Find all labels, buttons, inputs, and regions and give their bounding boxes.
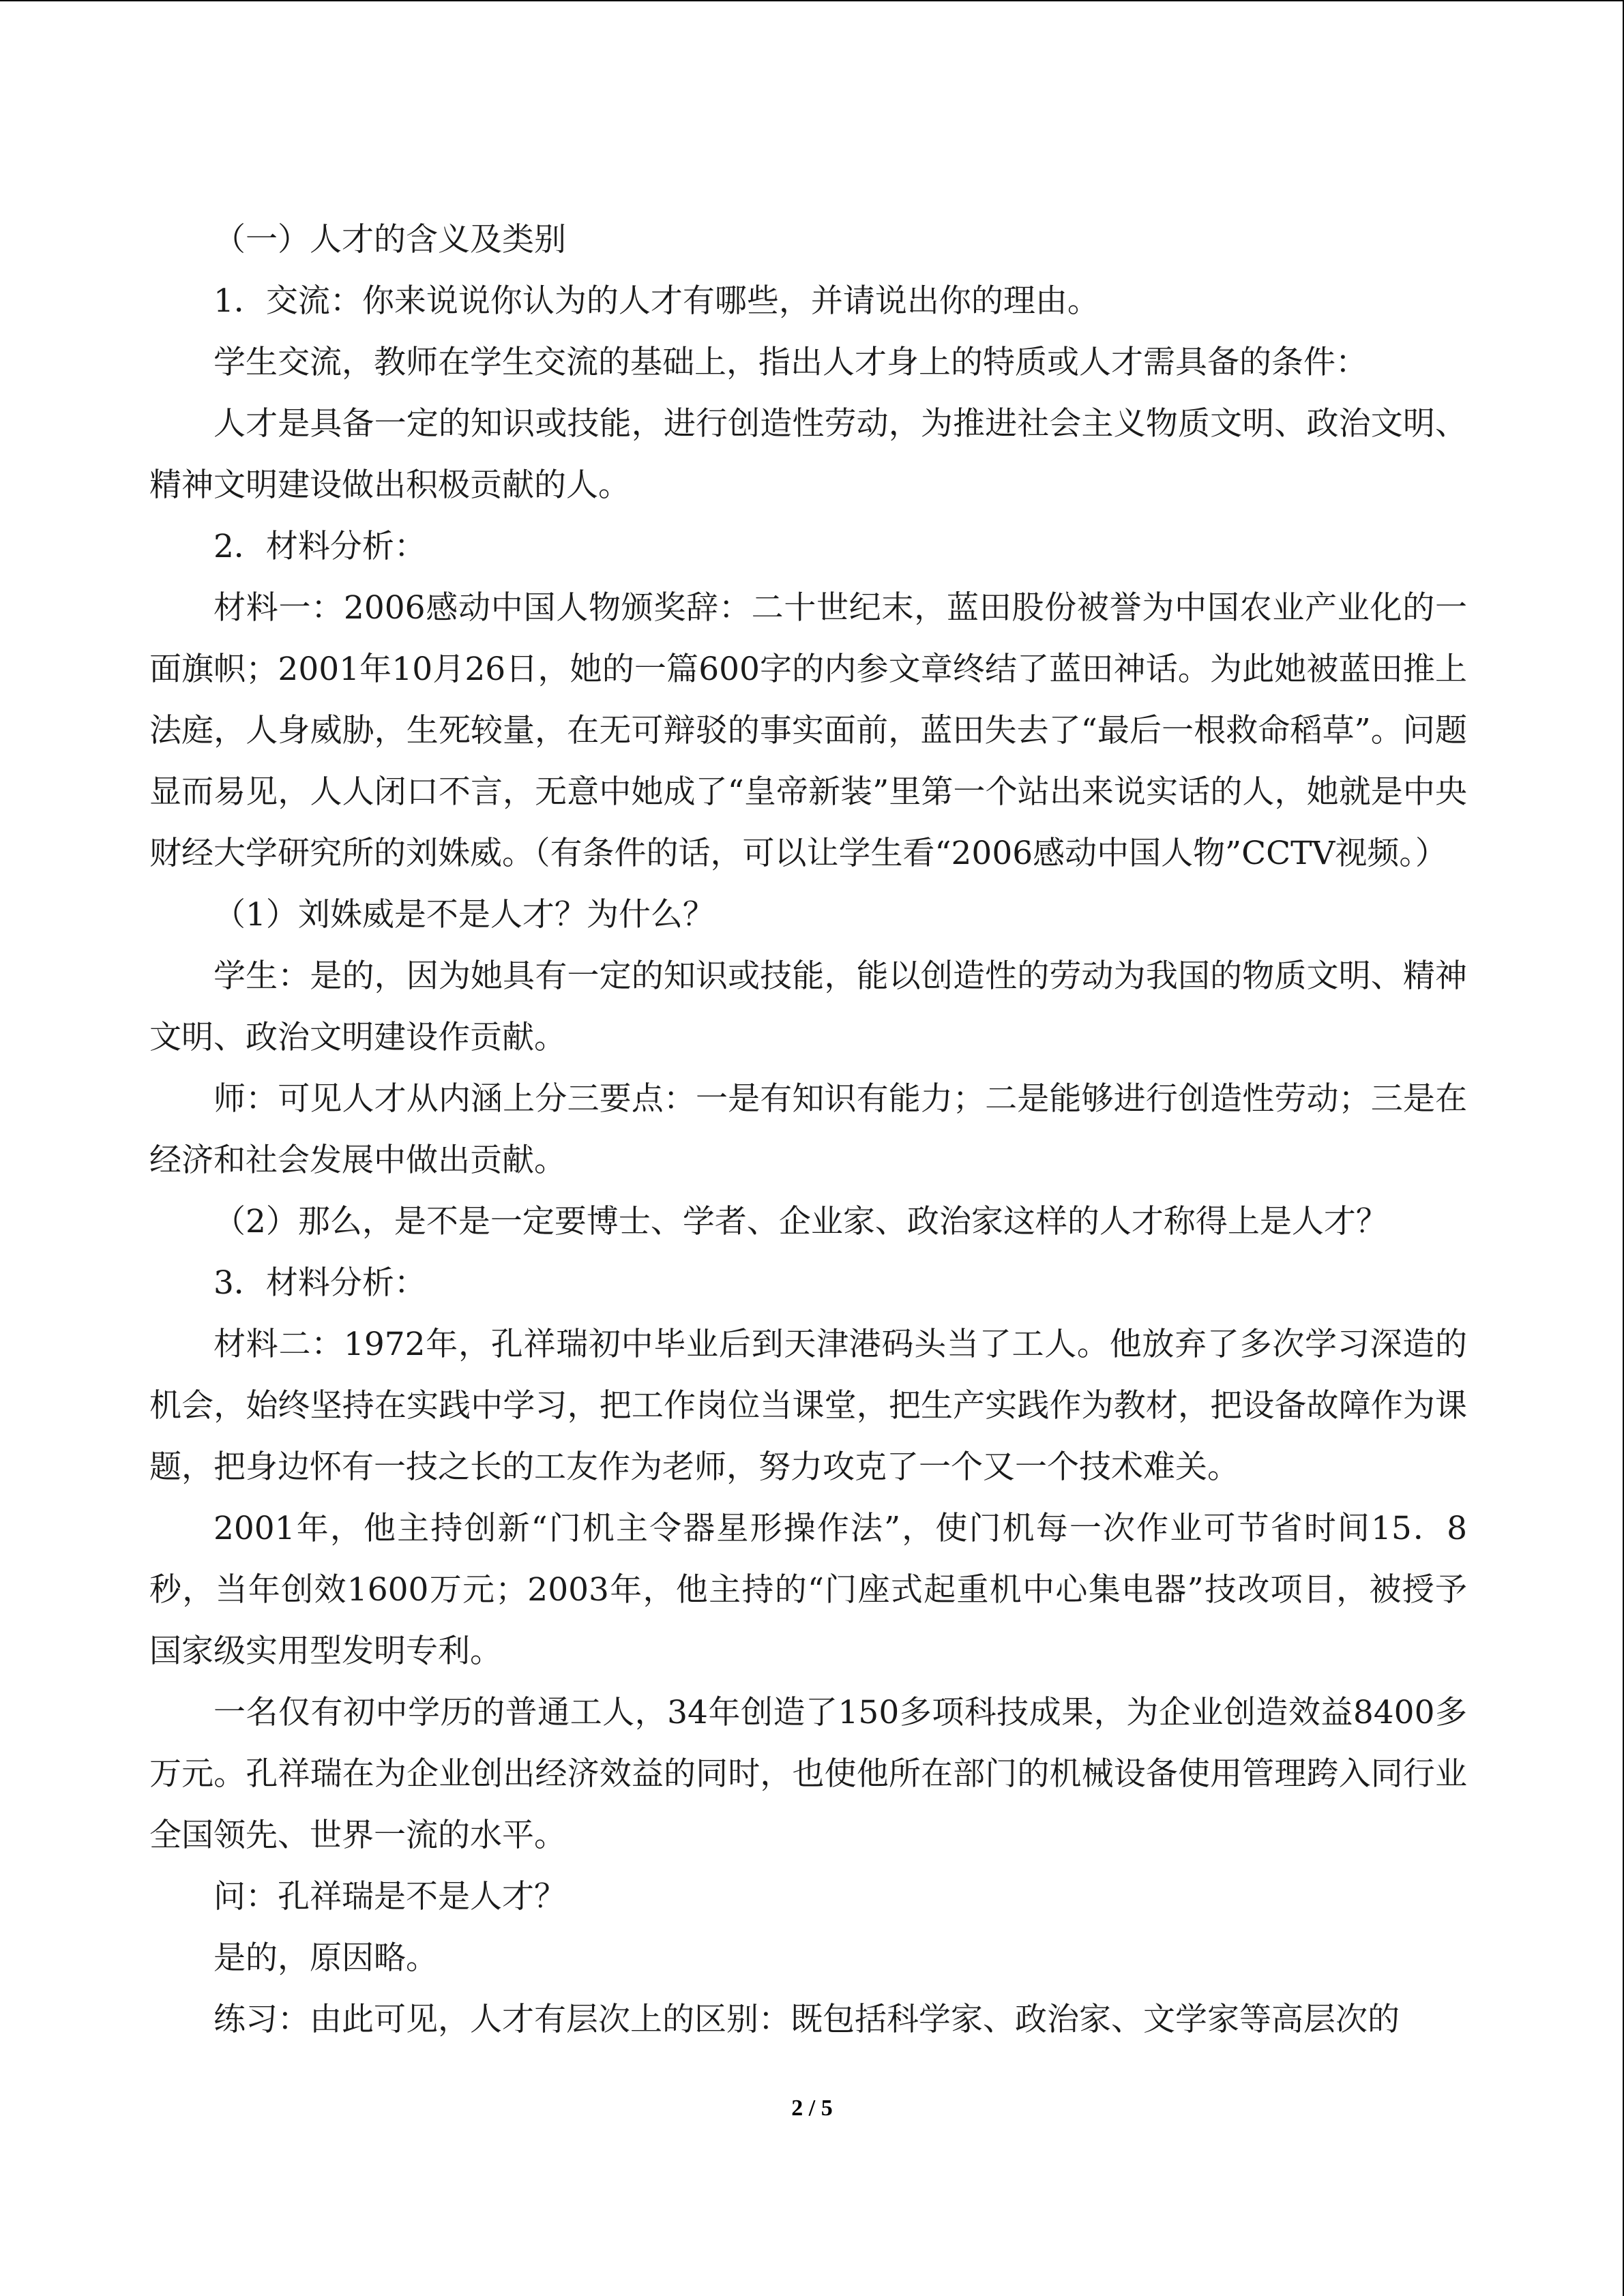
paragraph: 学生交流，教师在学生交流的基础上，指出人才身上的特质或人才需具备的条件： [213,344,1368,381]
paragraph: 问：孔祥瑞是不是人才？ [213,1878,566,1915]
paragraph: 2．材料分析： [213,528,426,565]
paragraph: 是的，原因略。 [213,1939,438,1977]
paragraph: 师：可见人才从内涵上分三要点：一是有知识有能力；二是能够进行创造性劳动；三是在经济和社会发展中做出贡献。 [149,1080,1467,1179]
paragraph: 学生：是的，因为她具有一定的知识或技能，能以创造性的劳动为我国的物质文明、精神文明、政治文明建设作贡献。 [149,957,1467,1056]
page-number: 2 / 5 [791,2096,833,2121]
document-body [149,209,1467,2051]
paragraph: （2）那么，是不是一定要博士、学者、企业家、政治家这样的人才称得上是人才？ [213,1203,1388,1240]
paragraph: 材料一：2006感动中国人物颁奖辞：二十世纪末，蓝田股份被誉为中国农业产业化的一面旗帜；2001年10月26日，她的一篇600字的内参文章终结了蓝田神话。为此她被蓝田推上法庭，人身威胁，生死较量，在无可辩驳的事实面前，蓝田失去了“最后一根救命稻草”。问题显而易见，人人闭口不言，无意中她成了“皇帝新装”里第一个站出来说实话的人，她就是中央财经大学研究所的刘姝威。（有条件的话，可以让学生看“2006感动中国人物”CCTV视频。） [149,589,1467,872]
paragraph: 材料二：1972年，孔祥瑞初中毕业后到天津港码头当了工人。他放弃了多次学习深造的机会，始终坚持在实践中学习，把工作岗位当课堂，把生产实践作为教材，把设备故障作为课题，把身边怀有一技之长的工友作为老师，努力攻克了一个又一个技术难关。 [149,1326,1467,1486]
paragraph: 1．交流：你来说说你认为的人才有哪些，并请说出你的理由。 [213,282,1099,320]
section-heading: （一）人才的含义及类别 [213,221,566,258]
paragraph: 3．材料分析： [213,1264,426,1302]
paragraph: 一名仅有初中学历的普通工人，34年创造了150多项科技成果，为企业创造效益8400多万元。孔祥瑞在为企业创出经济效益的同时，也使他所在部门的机械设备使用管理跨入同行业全国领先、世界一流的水平。 [149,1694,1467,1854]
paragraph: 2001年，他主持创新“门机主令器星形操作法”，使门机每一次作业可节省时间15．8秒，当年创效1600万元；2003年，他主持的“门座式起重机中心集电器”技改项目，被授予国家级实用型发明专利。 [149,1510,1467,1670]
paragraph: 练习：由此可见，人才有层次上的区别：既包括科学家、政治家、文学家等高层次的 [213,2001,1400,2038]
paragraph: （1）刘姝威是不是人才？为什么？ [213,896,715,934]
paragraph: 人才是具备一定的知识或技能，进行创造性劳动，为推进社会主义物质文明、政治文明、精神文明建设做出积极贡献的人。 [149,405,1467,504]
